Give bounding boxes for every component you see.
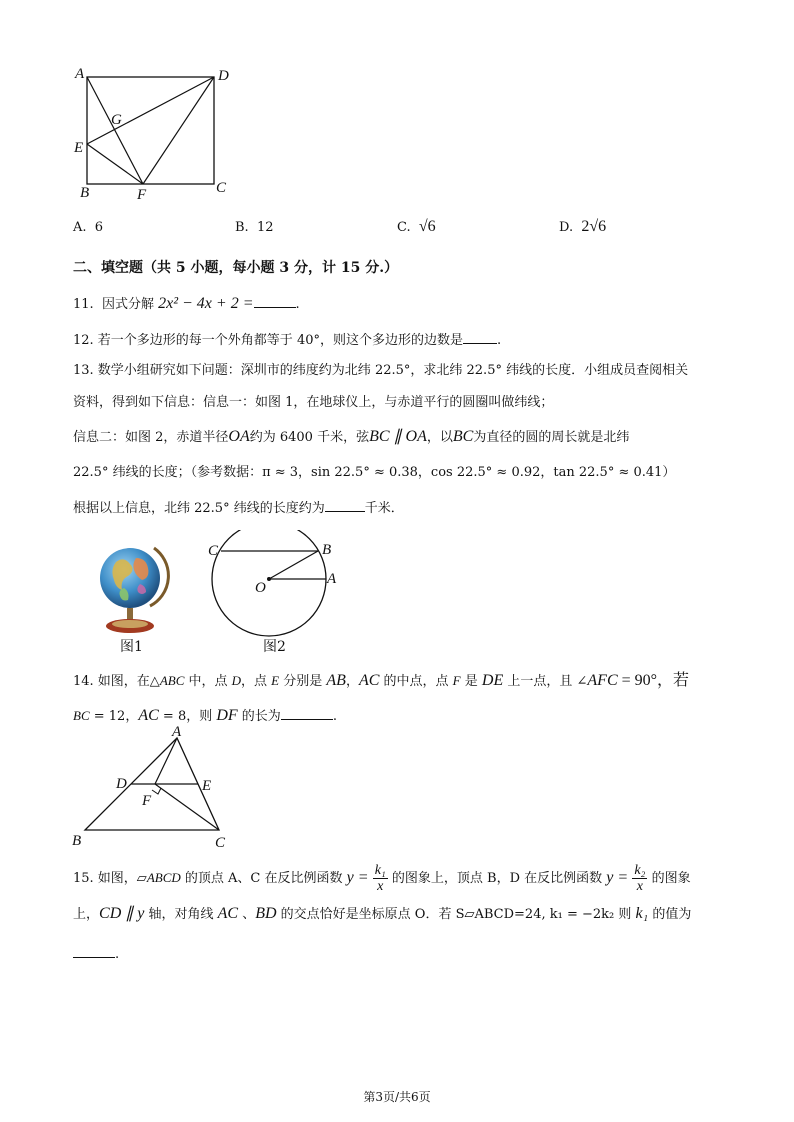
label-O: O [255,580,266,596]
answer-blank-12[interactable] [463,329,497,344]
question-14-line1: 14. 如图，在△ABC 中，点 D，点 E 分别是 AB，AC 的中点，点 F 是 DE 上一点，且 ∠AFC = 90°，若 [73,672,690,689]
fraction-k2-over-x: $\frac{\text{k₂}}{x}$ [634,863,646,894]
rectangle-figure [70,64,240,204]
label-A: A [75,66,85,82]
option-b: B. 12 [235,220,274,235]
label-B: B [72,833,82,849]
label-C: C [208,543,219,559]
question-13-line5: 根据以上信息，北纬 22.5° 纬线的长度约为 千米． [73,497,404,518]
question-15-line2: 上，CD ∥ y 轴，对角线 AC 、BD 的交点恰好是坐标原点 O．若 S▱ABCD=24, k₁ = −2k₂ 则 k₁ 的值为 [73,905,692,922]
answer-blank-13[interactable] [325,497,365,512]
answer-blank-14[interactable] [281,705,333,720]
label-A: A [172,726,182,740]
label-E: E [74,140,84,156]
question-13-line3: 信息二：如图 2，赤道半径OA约为 6400 千米，弦BC ∥ OA，以BC为直径的圆的周长就是北纬 [73,428,630,445]
circle-figure [200,530,350,640]
globe-image [94,540,170,636]
label-B: B [80,185,90,201]
question-14-line2: BC = 12，AC = 8，则 DF 的长为 . [73,707,337,724]
option-d: D. 2√6 [559,218,607,235]
option-a: A. 6 [73,220,104,235]
question-13-line1: 13. 数学小组研究如下问题：深圳市的纬度约为北纬 22.5°，求北纬 22.5° 纬线的长度．小组成员查阅相关 [73,363,689,378]
question-13-line4: 22.5° 纬线的长度；（参考数据：π ≈ 3，sin 22.5° ≈ 0.38，cos 22.5° ≈ 0.92，tan 22.5° ≈ 0.41） [73,465,676,480]
question-13-line2: 资料，得到如下信息：信息一：如图 1，在地球仪上，与赤道平行的圆圈叫做纬线； [73,395,554,410]
page-footer: 第3页/共6页 [363,1090,431,1104]
figure-1-caption: 图1 [120,639,143,655]
answer-blank-11[interactable] [254,293,296,308]
triangle-figure [68,726,248,850]
label-F: F [137,187,147,203]
label-D: D [218,68,229,84]
question-15-line3: . [73,943,119,964]
label-C: C [216,180,227,196]
label-B: B [322,542,332,558]
question-11: 11. 因式分解 2x² − 4x + 2 = . [73,295,300,312]
label-D: D [116,776,127,792]
label-C: C [215,835,226,850]
fraction-k1-over-x: $\frac{\text{k₁}}{x}$ [374,863,386,894]
question-15-line1: 15. 如图，▱ABCD 的顶点 A、C 在反比例函数 y = $\frac{\text{k₁}}{x}$ 的图象上，顶点 B，D 在反比例函数 y = $\frac{\text{k₂}}{x}$ 的图象 [73,863,691,894]
label-A: A [327,571,337,587]
option-c: C. √6 [397,218,436,235]
label-G: G [111,112,122,128]
label-F: F [142,793,152,809]
section-title: 二、填空题（共 5 小题，每小题 3 分，计 15 分.） [73,260,399,276]
question-12: 12. 若一个多边形的每一个外角都等于 40°，则这个多边形的边数是 . [73,329,501,350]
label-E: E [202,778,212,794]
answer-blank-15[interactable] [73,943,115,958]
figure-2-caption: 图2 [263,639,286,655]
